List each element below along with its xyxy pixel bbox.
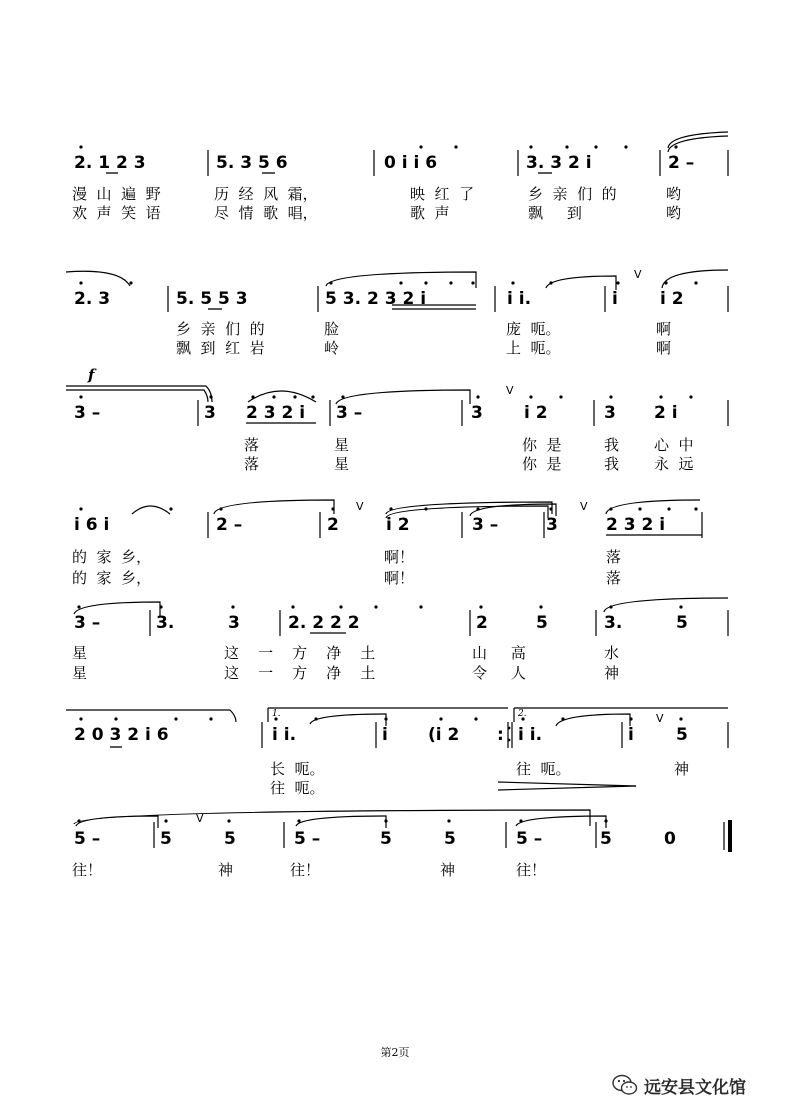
lyric-verse-2: 岭 bbox=[324, 339, 340, 357]
lyric-verse-2: 尽 情 歌 唱， bbox=[214, 204, 318, 222]
measure-notes: i bbox=[628, 725, 634, 745]
measure-notes: i 2 bbox=[524, 403, 548, 423]
measure-notes: 5. 3 5 6 bbox=[216, 153, 288, 173]
repeat-sign: : bbox=[497, 725, 504, 745]
measure-notes: i 6 i bbox=[74, 515, 110, 535]
lyric-verse-1: 落 bbox=[244, 436, 260, 454]
lyric-verse-2: 啊！ bbox=[384, 569, 415, 587]
lyric-verse-2: 飘 到 红 岩 bbox=[176, 339, 265, 357]
measure-notes: 5 bbox=[676, 613, 688, 633]
lyric-verse-1: 往 呃。 bbox=[516, 760, 571, 778]
measure-notes: i 2 bbox=[660, 289, 684, 309]
lyric-verse-1: 你 是 bbox=[522, 436, 562, 454]
lyric-verse-2: 这 一 方 净 土 bbox=[224, 664, 376, 682]
measure-notes: (i 2 bbox=[428, 725, 460, 745]
measure-notes: 3. bbox=[156, 613, 175, 633]
lyric-verse-1: 乡 亲 们 的 bbox=[528, 185, 617, 203]
lyric-verse-1: 的 家 乡， bbox=[72, 548, 152, 566]
lyric-verse-2: 欢 声 笑 语 bbox=[72, 204, 161, 222]
lyric-verse-1: 脸 bbox=[324, 320, 340, 338]
lyric-verse-2: 你 是 bbox=[522, 455, 562, 473]
measure-notes: 2 – bbox=[668, 153, 695, 173]
breath-mark: V bbox=[580, 500, 588, 513]
lyric-verse-1: 往！ bbox=[290, 861, 321, 879]
lyric-verse-1: 落 bbox=[606, 548, 622, 566]
measure-notes: i bbox=[382, 725, 388, 745]
measure-notes: 5. 5 5 3 bbox=[176, 289, 248, 309]
dynamic-marking: f bbox=[88, 366, 95, 384]
measure-notes: 3 bbox=[204, 403, 216, 423]
measure-notes: 3 bbox=[471, 403, 483, 423]
measure-notes: 2. 3 bbox=[74, 289, 111, 309]
lyric-verse-2: 星 bbox=[334, 455, 350, 473]
measure-notes: 2 – bbox=[216, 515, 243, 535]
measure-notes: 3 – bbox=[74, 403, 101, 423]
measure-notes: i i. bbox=[518, 725, 543, 745]
lyric-verse-1: 星 bbox=[72, 644, 88, 662]
lyric-verse-1: 哟 bbox=[666, 185, 682, 203]
page-number: 第2页 bbox=[380, 1046, 410, 1059]
breath-mark: V bbox=[506, 384, 514, 397]
measure-notes: i bbox=[612, 289, 618, 309]
measure-notes: 2 bbox=[476, 613, 488, 633]
measure-notes: 3 – bbox=[74, 613, 101, 633]
measure-notes: 5 bbox=[224, 829, 236, 849]
lyric-verse-1: 往！ bbox=[72, 861, 103, 879]
lyric-verse-1: 星 bbox=[334, 436, 350, 454]
lyric-verse-2: 飘 到 bbox=[528, 204, 582, 222]
measure-notes: 3. bbox=[604, 613, 623, 633]
measure-notes: 0 i i 6 bbox=[384, 153, 438, 173]
measure-notes: 2 i bbox=[654, 403, 678, 423]
lyric-verse-2: 哟 bbox=[666, 204, 682, 222]
breath-mark: V bbox=[634, 268, 642, 281]
measure-notes: i 2 bbox=[386, 515, 410, 535]
watermark bbox=[612, 1073, 746, 1097]
lyric-verse-1: 啊！ bbox=[384, 548, 415, 566]
measure-notes: 5 bbox=[676, 725, 688, 745]
lyric-verse-1: 我 bbox=[604, 436, 620, 454]
lyric-verse-1: 神 bbox=[218, 861, 234, 879]
measure-notes: 5 3. 2 3 2 i bbox=[325, 289, 427, 309]
measure-notes: 2 3 2 i bbox=[606, 515, 666, 535]
lyric-verse-2: 歌 声 bbox=[410, 204, 450, 222]
measure-notes: 5 bbox=[160, 829, 172, 849]
lyric-verse-1: 往！ bbox=[516, 861, 547, 879]
wechat-icon bbox=[612, 1074, 638, 1096]
measure-notes: 3 bbox=[228, 613, 240, 633]
measure-notes: 5 bbox=[444, 829, 456, 849]
lyric-verse-1: 映 红 了 bbox=[410, 185, 475, 203]
volta-first-ending: 1. bbox=[272, 709, 281, 719]
measure-notes: 2 3 2 i bbox=[246, 403, 306, 423]
lyric-verse-2: 落 bbox=[606, 569, 622, 587]
measure-notes: 2. 2 2 2 bbox=[288, 613, 360, 633]
lyric-verse-2: 我 bbox=[604, 455, 620, 473]
measure-notes: 5 – bbox=[294, 829, 321, 849]
lyric-verse-1: 这 一 方 净 土 bbox=[224, 644, 376, 662]
lyric-verse-1: 漫 山 遍 野 bbox=[72, 185, 161, 203]
breath-mark: V bbox=[196, 812, 204, 825]
lyric-verse-2: 落 bbox=[244, 455, 260, 473]
lyric-verse-2: 星 bbox=[72, 664, 88, 682]
measure-notes: 3 – bbox=[472, 515, 499, 535]
lyric-verse-1: 水 bbox=[604, 644, 620, 662]
measure-notes: 5 bbox=[600, 829, 612, 849]
lyric-verse-1: 神 bbox=[440, 861, 456, 879]
measure-notes: 5 bbox=[536, 613, 548, 633]
lyric-verse-1: 神 bbox=[674, 760, 690, 778]
measure-notes: 3 – bbox=[336, 403, 363, 423]
lyric-verse-2: 上 呃。 bbox=[506, 339, 561, 357]
measure-notes: 2. 1 2 3 bbox=[74, 153, 146, 173]
measure-notes: i i. bbox=[272, 725, 297, 745]
measure-notes: 0 bbox=[664, 829, 676, 849]
measure-notes: 5 – bbox=[74, 829, 101, 849]
volta-second-ending: 2. bbox=[518, 709, 527, 719]
lyric-verse-2: 啊 bbox=[656, 339, 672, 357]
lyric-verse-2: 令 人 bbox=[472, 664, 526, 682]
lyric-verse-1: 啊 bbox=[656, 320, 672, 338]
lyric-verse-2: 神 bbox=[604, 664, 620, 682]
lyric-verse-1: 乡 亲 们 的 bbox=[176, 320, 265, 338]
measure-notes: i i. bbox=[507, 289, 532, 309]
breath-mark: V bbox=[356, 500, 364, 513]
lyric-verse-1: 庞 呃。 bbox=[506, 320, 561, 338]
lyric-verse-2: 往 呃。 bbox=[270, 779, 325, 797]
lyric-verse-1: 心 中 bbox=[654, 436, 694, 454]
measure-notes: 2 0 3 2 i 6 bbox=[74, 725, 169, 745]
measure-notes: 2 bbox=[327, 515, 339, 535]
watermark-text: 远安县文化馆 bbox=[644, 1077, 746, 1098]
measure-notes: 5 bbox=[380, 829, 392, 849]
measure-notes: 5 – bbox=[516, 829, 543, 849]
lyric-verse-1: 历 经 风 霜， bbox=[214, 185, 318, 203]
lyric-verse-2: 的 家 乡， bbox=[72, 569, 152, 587]
lyric-verse-2: 永 远 bbox=[654, 455, 694, 473]
breath-mark: V bbox=[656, 712, 664, 725]
lyric-verse-1: 长 呃。 bbox=[270, 760, 325, 778]
measure-notes: 3 bbox=[604, 403, 616, 423]
measure-notes: 3 bbox=[546, 515, 558, 535]
measure-notes: 3. 3 2 i bbox=[526, 153, 592, 173]
lyric-verse-1: 山 高 bbox=[472, 644, 526, 662]
